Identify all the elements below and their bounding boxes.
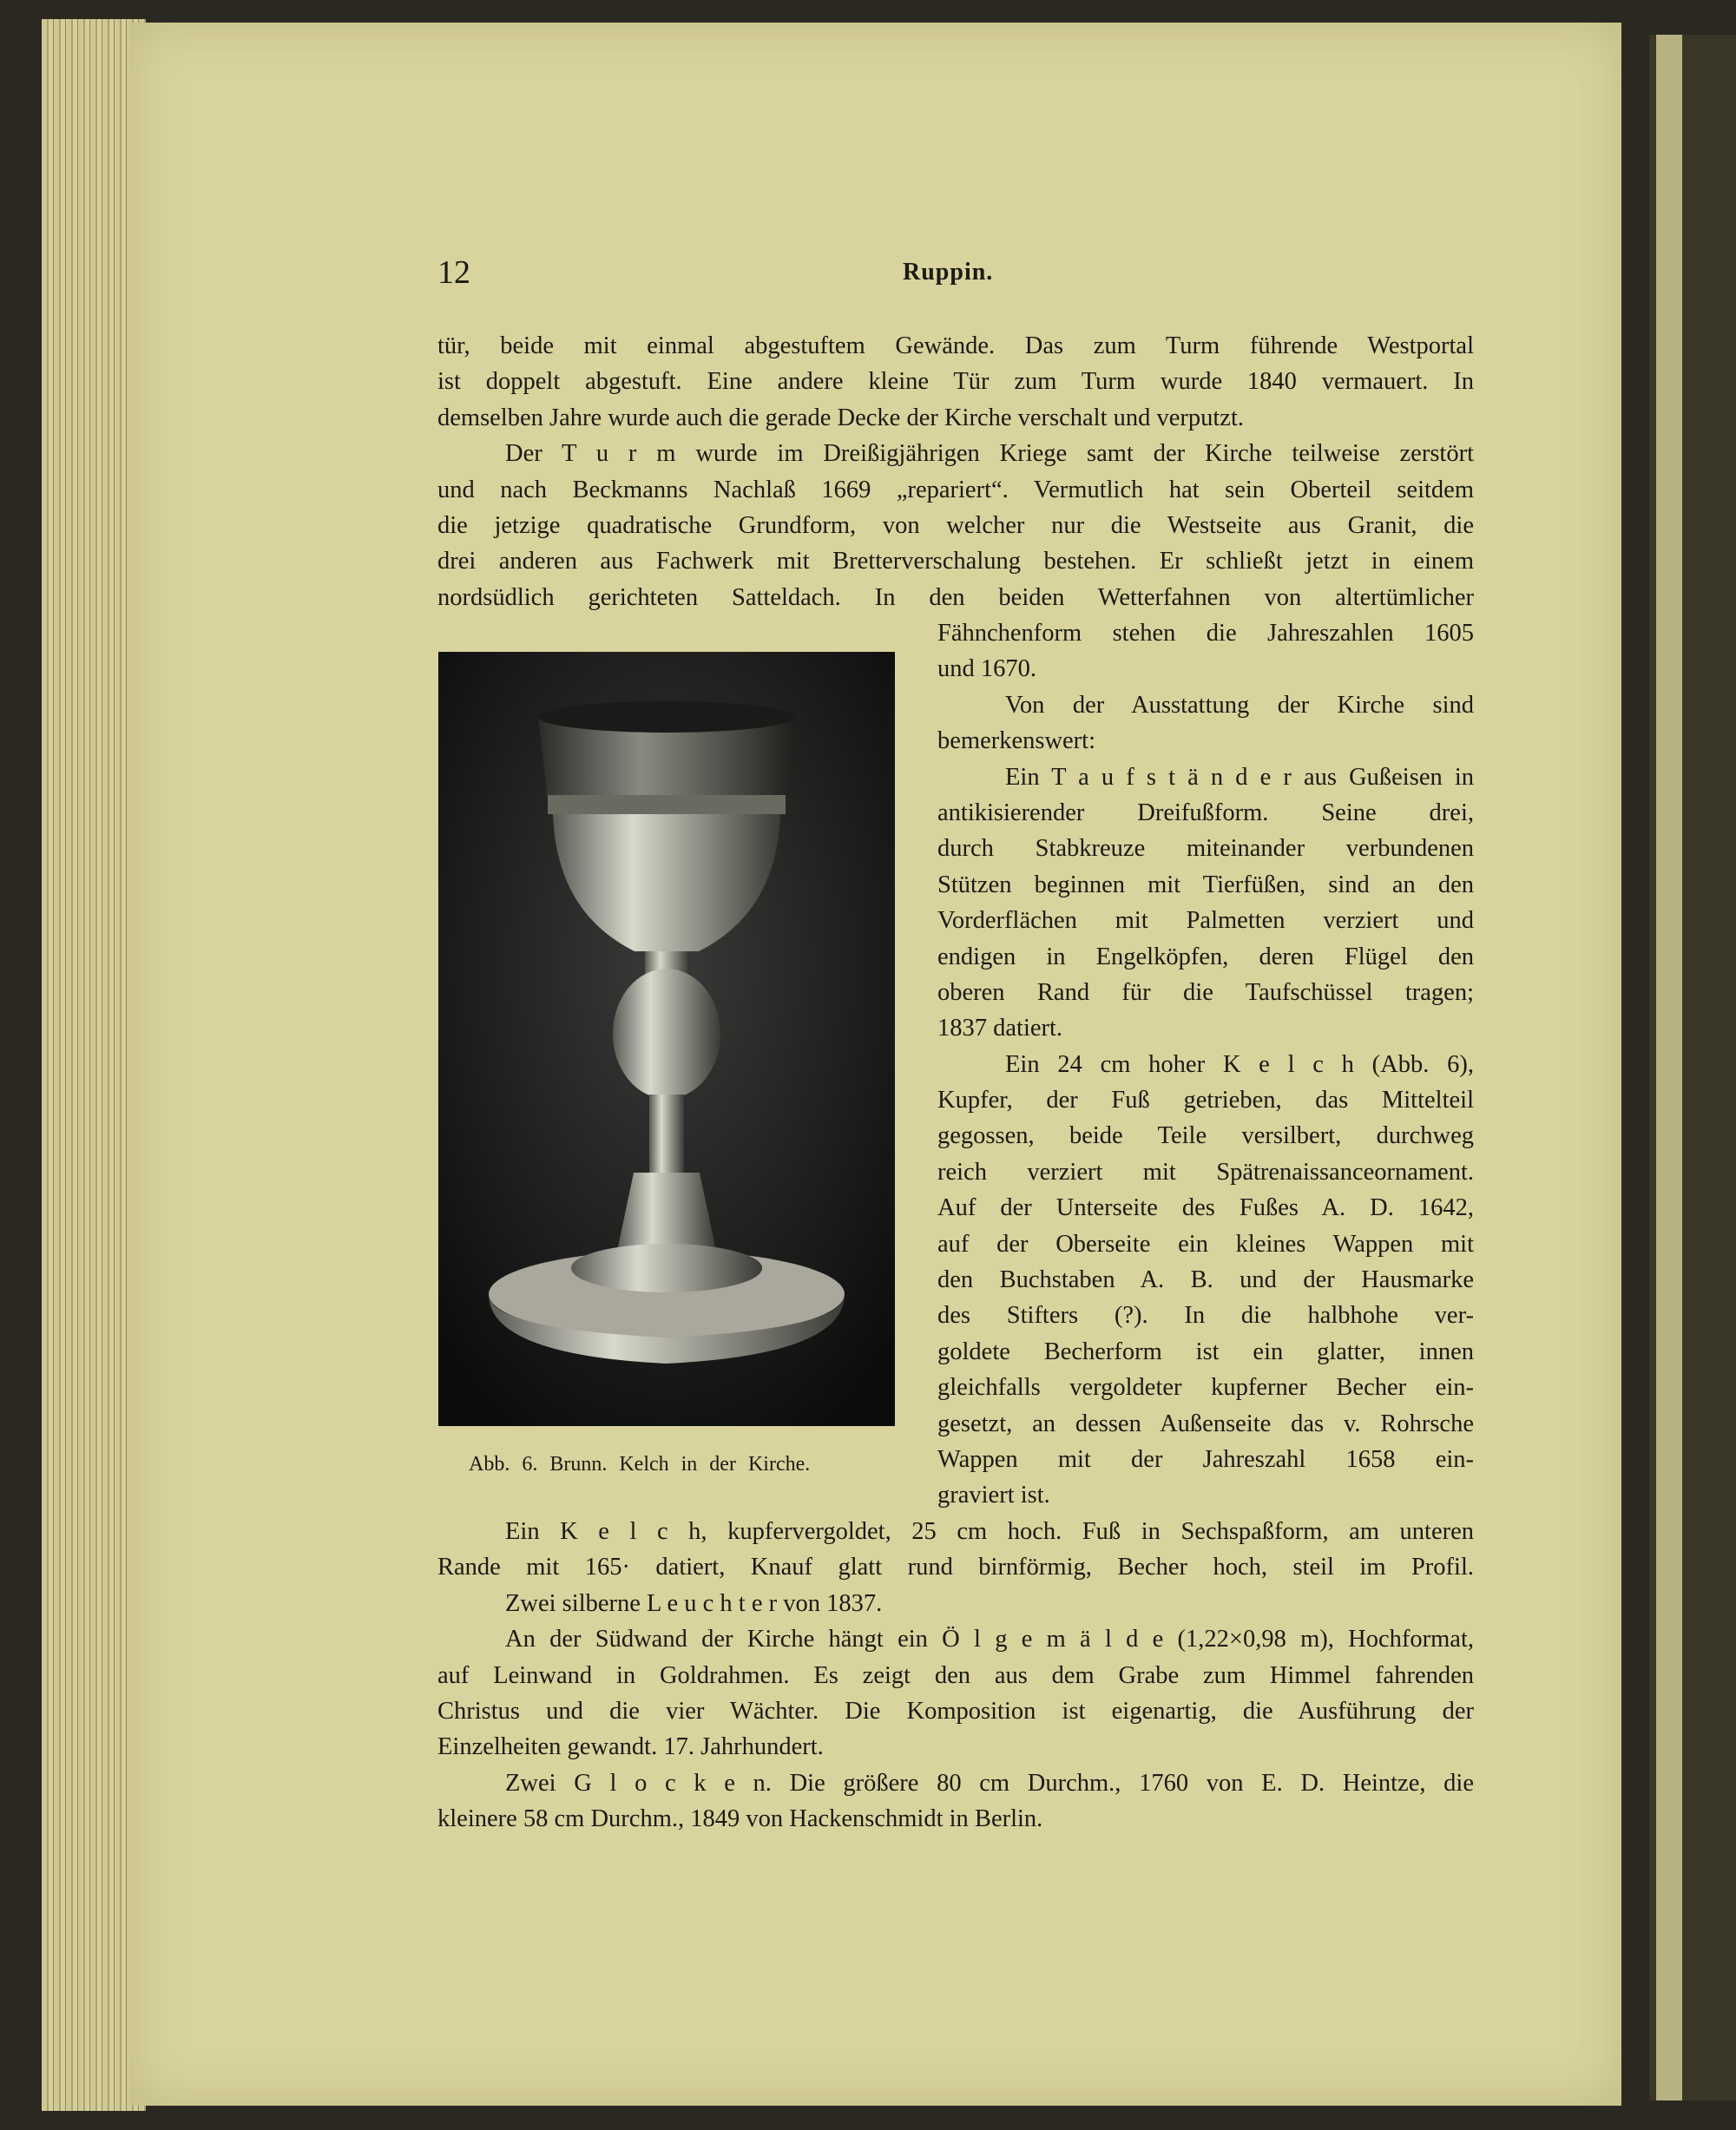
- text-block-bottom: [437, 1514, 1474, 1837]
- text-line: Ein K e l c h, kupfervergoldet, 25 cm hoch. Fuß in Sechspaßform, am unteren: [505, 1518, 1474, 1545]
- text-line: Ein T a u f s t ä n d e r aus Gußeisen in: [1005, 763, 1474, 791]
- text-line: tür, beide mit einmal abgestuftem Gewände. Das zum Turm führende Westportal: [437, 332, 1474, 359]
- text-line: Stützen beginnen mit Tierfüßen, sind an den: [937, 871, 1474, 898]
- chalice-image: [438, 652, 895, 1426]
- text-line: bemerkenswert:: [937, 727, 1096, 755]
- text-line: Auf der Unterseite des Fußes A. D. 1642,: [937, 1194, 1474, 1222]
- text-line: Zwei G l o c k e n. Die größere 80 cm Durchm., 1760 von E. D. Heintze, die: [505, 1769, 1474, 1797]
- text-line: auf der Oberseite ein kleines Wappen mit: [937, 1230, 1474, 1258]
- text-block-right-column: [937, 615, 1474, 1514]
- text-line: Fähnchenform stehen die Jahreszahlen 1605: [937, 620, 1474, 647]
- text-line: endigen in Engelköpfen, deren Flügel den: [937, 943, 1474, 970]
- text-line: gesetzt, an dessen Außenseite das v. Rohrsche: [937, 1410, 1474, 1437]
- text-line: Von der Ausstattung der Kirche sind: [1005, 691, 1474, 719]
- text-line: des Stifters (?). In die halbhohe ver-: [937, 1302, 1474, 1330]
- text-line: reich verziert mit Spätrenaissanceornament.: [937, 1158, 1474, 1186]
- text-line: nordsüdlich gerichteten Satteldach. In den beiden Wetterfahnen von altertümlicher: [437, 583, 1474, 611]
- text-line: Einzelheiten gewandt. 17. Jahrhundert.: [437, 1733, 824, 1761]
- text-line: auf Leinwand in Goldrahmen. Es zeigt den aus dem Grabe zum Himmel fahrenden: [437, 1661, 1474, 1689]
- text-line: kleinere 58 cm Durchm., 1849 von Hackenschmidt in Berlin.: [437, 1805, 1043, 1833]
- text-line: Rande mit 165· datiert, Knauf glatt rund birnförmig, Becher hoch, steil im Profil.: [437, 1554, 1474, 1581]
- text-line: und 1670.: [937, 655, 1036, 683]
- text-line: durch Stabkreuze miteinander verbundenen: [937, 835, 1474, 863]
- text-line: Der T u r m wurde im Dreißigjährigen Kriege samt der Kirche teilweise zerstört: [505, 440, 1474, 468]
- text-line: graviert ist.: [937, 1482, 1050, 1509]
- text-line: Ein 24 cm hoher K e l c h (Abb. 6),: [1005, 1050, 1474, 1078]
- figure-caption: Abb. 6. Brunn. Kelch in der Kirche.: [469, 1453, 811, 1476]
- text-line: goldete Becherform ist ein glatter, innen: [937, 1338, 1474, 1365]
- text-line: Vorderflächen mit Palmetten verziert und: [937, 907, 1474, 935]
- text-line: 1837 datiert.: [937, 1015, 1063, 1042]
- text-line: Christus und die vier Wächter. Die Komposition ist eigenartig, die Ausführung der: [437, 1697, 1474, 1725]
- text-line: den Buchstaben A. B. und der Hausmarke: [937, 1266, 1474, 1294]
- text-line: die jetzige quadratische Grundform, von welcher nur die Westseite aus Granit, die: [437, 511, 1474, 539]
- text-line: ist doppelt abgestuft. Eine andere kleine Tür zum Turm wurde 1840 vermauert. In: [437, 368, 1474, 396]
- facing-page-edge: [1649, 35, 1736, 2100]
- text-line: demselben Jahre wurde auch die gerade Decke der Kirche verschalt und verputzt.: [437, 404, 1244, 431]
- text-line: drei anderen aus Fachwerk mit Bretterverschalung bestehen. Er schließt jetzt in einem: [437, 548, 1474, 575]
- text-block-top: [437, 328, 1474, 615]
- running-head: Ruppin.: [903, 259, 994, 286]
- text-line: Wappen mit der Jahreszahl 1658 ein-: [937, 1445, 1474, 1473]
- text-line: antikisierender Dreifußform. Seine drei,: [937, 799, 1474, 826]
- text-line: Kupfer, der Fuß getrieben, das Mittelteil: [937, 1087, 1474, 1114]
- text-line: An der Südwand der Kirche hängt ein Ö l g e m ä l d e (1,22×0,98 m), Hochformat,: [505, 1626, 1474, 1653]
- text-line: gegossen, beide Teile versilbert, durchweg: [937, 1122, 1474, 1150]
- page-number: 12: [437, 254, 470, 291]
- text-line: gleichfalls vergoldeter kupferner Becher ein-: [937, 1374, 1474, 1402]
- figure-chalice-photo: [438, 652, 895, 1426]
- text-line: und nach Beckmanns Nachlaß 1669 „repariert“. Vermutlich hat sein Oberteil seitdem: [437, 476, 1474, 503]
- text-line: oberen Rand für die Taufschüssel tragen;: [937, 978, 1474, 1006]
- text-line: Zwei silberne L e u c h t e r von 1837.: [505, 1589, 883, 1617]
